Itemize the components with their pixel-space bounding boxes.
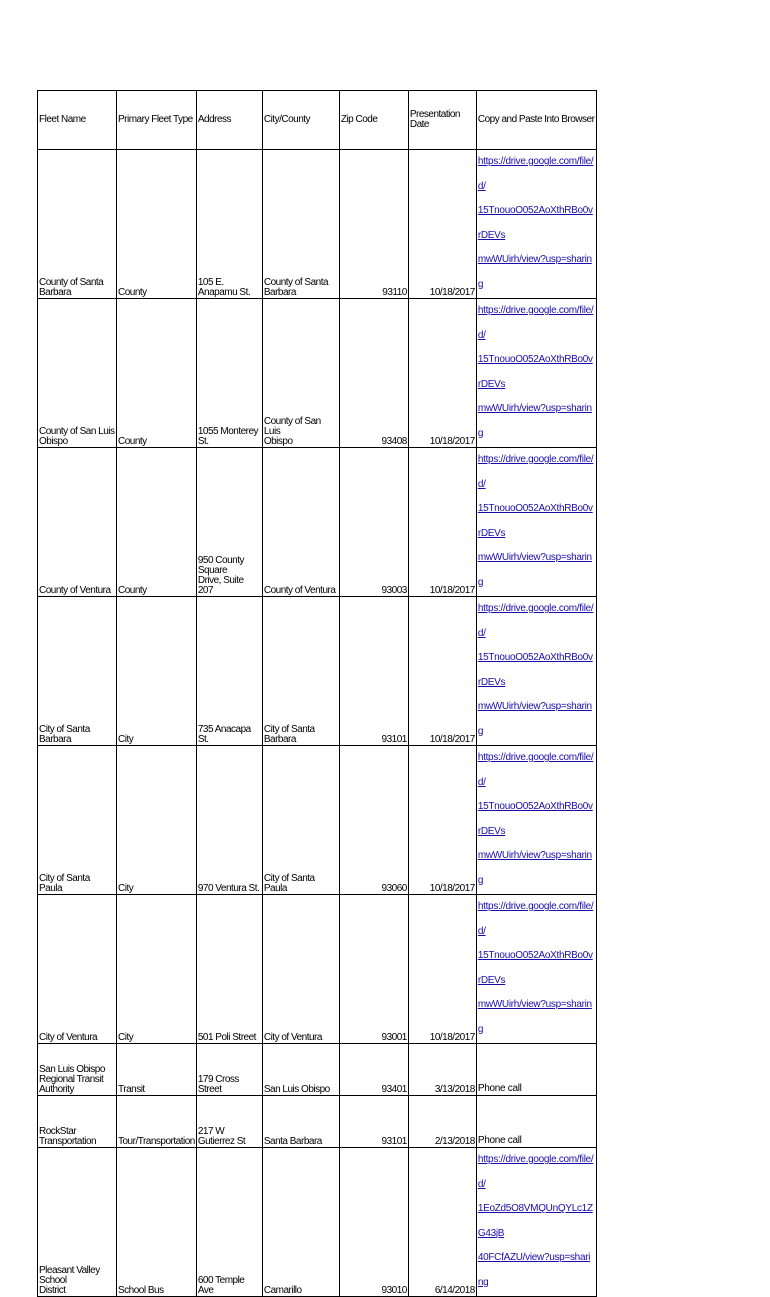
table-row bbox=[38, 299, 597, 448]
fleet-name-cell bbox=[38, 1148, 117, 1297]
address-cell bbox=[196, 1044, 262, 1096]
link-cell bbox=[476, 448, 596, 597]
fleet-name-cell bbox=[38, 746, 117, 895]
table-row bbox=[38, 448, 597, 597]
fleet-name-cell bbox=[38, 1096, 117, 1148]
table-row bbox=[38, 1044, 597, 1096]
fleet-name-cell bbox=[38, 448, 117, 597]
fleet-name-line: County of Santa bbox=[39, 277, 104, 288]
drive-link-line[interactable]: https://drive.google.com/file/d/ bbox=[477, 901, 594, 937]
address-cell bbox=[196, 895, 262, 1044]
city-county-line: Santa Barbara bbox=[263, 1136, 322, 1147]
table-row bbox=[38, 597, 597, 746]
city-county-cell bbox=[262, 448, 339, 597]
drive-link-line[interactable]: 15TnouoO052AoXthRBo0vrDEVs bbox=[477, 354, 593, 390]
fleet-name-line: Transportation bbox=[39, 1136, 97, 1147]
address-line: 1055 Monterey St. bbox=[197, 426, 259, 447]
address-line: 600 Temple Ave bbox=[197, 1275, 245, 1296]
link-cell bbox=[476, 597, 596, 746]
drive-link-line[interactable]: https://drive.google.com/file/d/ bbox=[477, 305, 594, 341]
presentation-date-cell: 10/18/2017 bbox=[408, 150, 476, 299]
link-cell bbox=[476, 895, 596, 1044]
fleet-type-cell: City bbox=[117, 895, 197, 1044]
fleet-name-line: Barbara bbox=[39, 287, 72, 298]
city-county-cell bbox=[262, 150, 339, 299]
city-county-line: County of Ventura bbox=[263, 585, 336, 596]
table-row bbox=[38, 746, 597, 895]
drive-link-line[interactable]: 15TnouoO052AoXthRBo0vrDEVs bbox=[477, 801, 593, 837]
table-row bbox=[38, 1096, 597, 1148]
fleet-name-line: City of Santa Barbara bbox=[39, 724, 90, 745]
presentation-date-cell: 3/13/2018 bbox=[408, 1044, 476, 1096]
drive-link-line[interactable]: https://drive.google.com/file/d/ bbox=[477, 156, 594, 192]
drive-link-line[interactable]: mwWUirh/view?usp=sharing bbox=[477, 999, 592, 1035]
fleet-name-line: District bbox=[39, 1285, 66, 1296]
fleet-name-line: San Luis Obispo bbox=[39, 1064, 105, 1075]
address-cell bbox=[196, 1148, 262, 1297]
city-county-line: City of Ventura bbox=[263, 1032, 322, 1043]
header-zip-code: Zip Code bbox=[339, 91, 408, 150]
address-cell bbox=[196, 150, 262, 299]
drive-link-line[interactable]: 15TnouoO052AoXthRBo0vrDEVs bbox=[477, 652, 593, 688]
address-cell bbox=[196, 597, 262, 746]
city-county-line: City of Santa Paula bbox=[263, 873, 315, 894]
note-text: Phone call bbox=[477, 1083, 522, 1094]
presentation-date-cell: 2/13/2018 bbox=[408, 1096, 476, 1148]
link-cell bbox=[476, 150, 596, 299]
fleet-name-line: County of San Luis bbox=[39, 426, 115, 437]
drive-link-line[interactable]: mwWUirh/view?usp=sharing bbox=[477, 254, 592, 290]
city-county-cell bbox=[262, 597, 339, 746]
drive-link-line[interactable]: 1EoZd5O8VMQUnQYLc1ZG43jB bbox=[477, 1203, 593, 1239]
presentation-date-cell: 10/18/2017 bbox=[408, 895, 476, 1044]
drive-link-line[interactable]: https://drive.google.com/file/d/ bbox=[477, 752, 594, 788]
city-county-line: Barbara bbox=[263, 287, 296, 298]
zip-code-cell: 93003 bbox=[339, 448, 408, 597]
drive-link-line[interactable]: mwWUirh/view?usp=sharing bbox=[477, 403, 592, 439]
fleet-table bbox=[37, 90, 597, 1297]
drive-link-line[interactable]: https://drive.google.com/file/d/ bbox=[477, 454, 594, 490]
header-fleet-name: Fleet Name bbox=[38, 91, 117, 150]
presentation-date-cell: 10/18/2017 bbox=[408, 448, 476, 597]
link-cell bbox=[476, 1148, 596, 1297]
city-county-line: City of Santa Barbara bbox=[263, 724, 315, 745]
fleet-type-cell: Tour/Transportation bbox=[117, 1096, 197, 1148]
zip-code-cell: 93010 bbox=[339, 1148, 408, 1297]
fleet-name-line: Obispo bbox=[39, 436, 68, 447]
link-cell bbox=[476, 1044, 596, 1096]
drive-link-line[interactable]: https://drive.google.com/file/d/ bbox=[477, 603, 594, 639]
header-address: Address bbox=[196, 91, 262, 150]
fleet-type-cell: School Bus bbox=[117, 1148, 197, 1297]
city-county-cell bbox=[262, 746, 339, 895]
fleet-name-line: RockStar bbox=[39, 1126, 77, 1137]
presentation-date-cell: 10/18/2017 bbox=[408, 597, 476, 746]
drive-link-line[interactable]: mwWUirh/view?usp=sharing bbox=[477, 552, 592, 588]
drive-link-line[interactable]: 15TnouoO052AoXthRBo0vrDEVs bbox=[477, 950, 593, 986]
fleet-type-cell: County bbox=[117, 299, 197, 448]
fleet-name-line: County of Ventura bbox=[39, 585, 111, 596]
drive-link-line[interactable]: https://drive.google.com/file/d/ bbox=[477, 1154, 594, 1190]
fleet-name-cell bbox=[38, 1044, 117, 1096]
address-line: 179 Cross Street bbox=[197, 1074, 239, 1095]
fleet-name-cell bbox=[38, 150, 117, 299]
city-county-line: San Luis Obispo bbox=[263, 1084, 330, 1095]
link-cell bbox=[476, 746, 596, 895]
address-line: 217 W Gutierrez St bbox=[197, 1126, 246, 1147]
address-line: 501 Poli Street bbox=[197, 1032, 256, 1043]
city-county-cell bbox=[262, 299, 339, 448]
fleet-type-cell: County bbox=[117, 150, 197, 299]
zip-code-cell: 93101 bbox=[339, 1096, 408, 1148]
fleet-type-cell: County bbox=[117, 448, 197, 597]
zip-code-cell: 93101 bbox=[339, 597, 408, 746]
city-county-cell bbox=[262, 1044, 339, 1096]
fleet-type-cell: Transit bbox=[117, 1044, 197, 1096]
zip-code-cell: 93408 bbox=[339, 299, 408, 448]
presentation-date-cell: 10/18/2017 bbox=[408, 299, 476, 448]
table-row bbox=[38, 895, 597, 1044]
address-cell bbox=[196, 1096, 262, 1148]
city-county-line: County of Santa bbox=[263, 277, 329, 288]
address-line: Drive, Suite 207 bbox=[197, 575, 244, 596]
city-county-line: Camarillo bbox=[263, 1285, 302, 1296]
link-cell bbox=[476, 299, 596, 448]
fleet-type-cell: City bbox=[117, 746, 197, 895]
drive-link-line[interactable]: 15TnouoO052AoXthRBo0vrDEVs bbox=[477, 205, 593, 241]
fleet-name-cell bbox=[38, 895, 117, 1044]
address-line: 970 Ventura St. bbox=[197, 883, 260, 894]
address-line: 735 Anacapa St. bbox=[197, 724, 251, 745]
city-county-cell bbox=[262, 1096, 339, 1148]
fleet-type-cell: City bbox=[117, 597, 197, 746]
address-line: 105 E. Anapamu St. bbox=[197, 277, 251, 298]
address-cell bbox=[196, 299, 262, 448]
table-row bbox=[38, 1148, 597, 1297]
table-row bbox=[38, 150, 597, 299]
header-row bbox=[38, 91, 597, 150]
fleet-name-line: Authority bbox=[39, 1084, 74, 1095]
note-text: Phone call bbox=[477, 1135, 522, 1146]
header-city-county: City/County bbox=[262, 91, 339, 150]
drive-link-line[interactable]: 40FCfAZU/view?usp=sharing bbox=[477, 1252, 591, 1288]
city-county-cell bbox=[262, 895, 339, 1044]
fleet-name-cell bbox=[38, 597, 117, 746]
link-cell bbox=[476, 1096, 596, 1148]
city-county-cell bbox=[262, 1148, 339, 1297]
drive-link-line[interactable]: mwWUirh/view?usp=sharing bbox=[477, 850, 592, 886]
zip-code-cell: 93110 bbox=[339, 150, 408, 299]
zip-code-cell: 93001 bbox=[339, 895, 408, 1044]
fleet-name-cell bbox=[38, 299, 117, 448]
fleet-name-line: Pleasant Valley School bbox=[39, 1265, 100, 1286]
zip-code-cell: 93060 bbox=[339, 746, 408, 895]
city-county-line: Obispo bbox=[263, 436, 293, 447]
address-cell bbox=[196, 746, 262, 895]
header-fleet-type: Primary Fleet Type bbox=[117, 91, 197, 150]
presentation-date-cell: 10/18/2017 bbox=[408, 746, 476, 895]
fleet-name-line: Regional Transit bbox=[39, 1074, 104, 1085]
city-county-line: County of San Luis bbox=[263, 416, 321, 437]
presentation-date-cell: 6/14/2018 bbox=[408, 1148, 476, 1297]
fleet-name-line: City of Ventura bbox=[39, 1032, 98, 1043]
zip-code-cell: 93401 bbox=[339, 1044, 408, 1096]
header-presentation-date: Presentation Date bbox=[408, 91, 476, 150]
drive-link-line[interactable]: mwWUirh/view?usp=sharing bbox=[477, 701, 592, 737]
address-line: 950 County Square bbox=[197, 555, 244, 576]
address-cell bbox=[196, 448, 262, 597]
header-link: Copy and Paste Into Browser bbox=[476, 91, 596, 150]
fleet-name-line: City of Santa Paula bbox=[39, 873, 90, 894]
drive-link-line[interactable]: 15TnouoO052AoXthRBo0vrDEVs bbox=[477, 503, 593, 539]
